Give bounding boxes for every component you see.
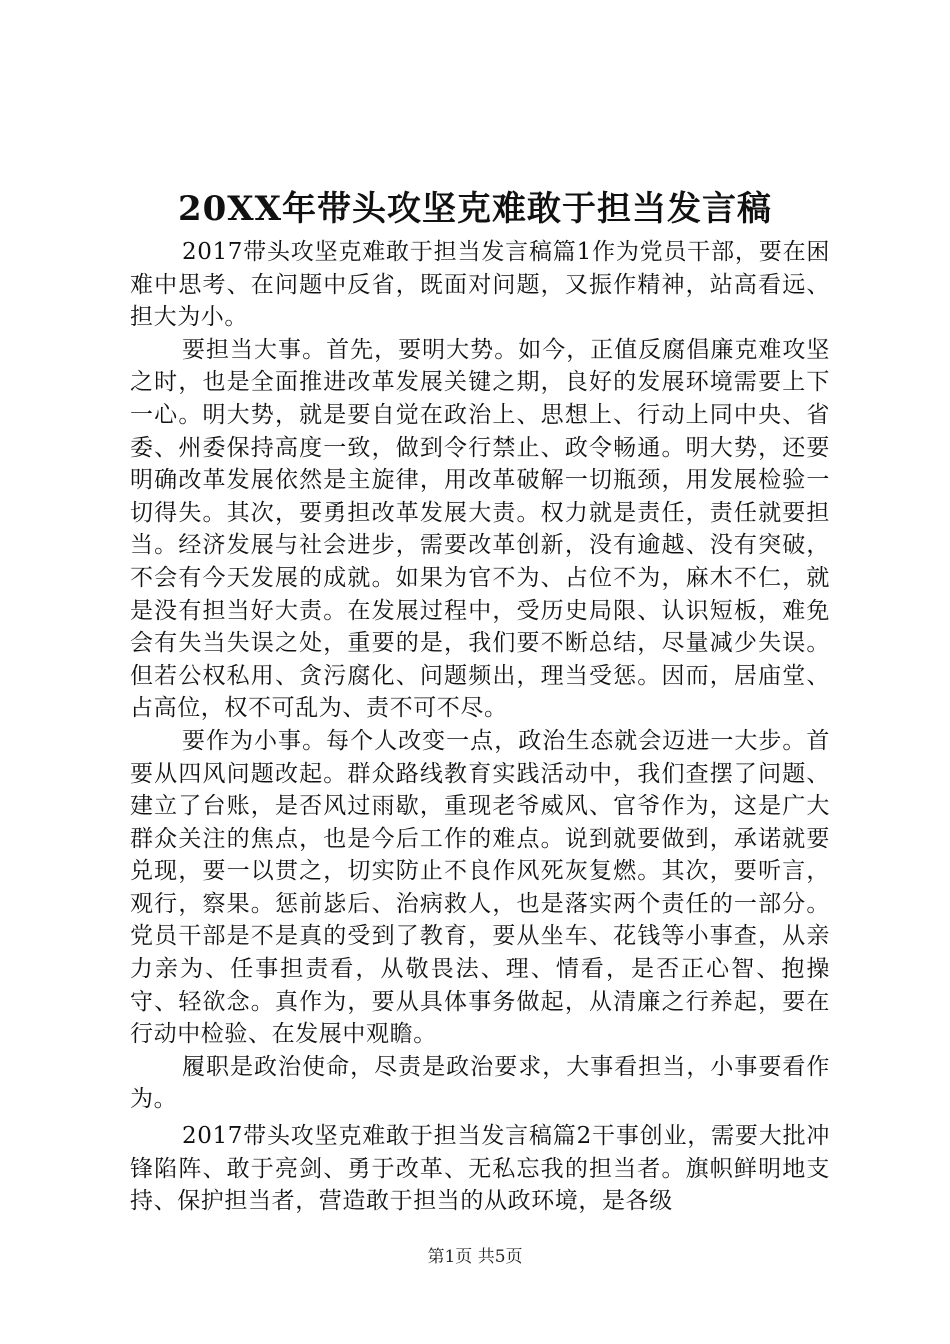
document-title: 20XX年带头攻坚克难敢于担当发言稿 xyxy=(177,189,773,229)
paragraph-4: 履职是政治使命，尽责是政治要求，大事看担当，小事要看作为。 xyxy=(130,1053,830,1113)
page-footer: 第1页 共5页 xyxy=(427,1247,523,1267)
paragraph-3: 要作为小事。每个人改变一点，政治生态就会迈进一大步。首要从四风问题改起。群众路线教育实践活动中，我们查摆了问题、建立了台账，是否风过雨歇，重现老爷威风、官爷作为，这是广大群众关注的焦点，也是今后工作的难点。说到就要做到，承诺就要兑现，要一以贯之，切实防止不良作风死灰复燃。其次，要听言，观行，察果。惩前毖后、治病救人，也是落实两个责任的一部分。党员干部是不是真的受到了教育，要从坐车、花钱等小事查，从亲力亲为、任事担责看，从敬畏法、理、情看，是否正心智、抱操守、轻欲念。真作为，要从具体事务做起，从清廉之行养起，要在行动中检验、在发展中观瞻。 xyxy=(130,727,830,1048)
paragraph-2: 要担当大事。首先，要明大势。如今，正值反腐倡廉克难攻坚之时，也是全面推进改革发展关键之期，良好的发展环境需要上下一心。明大势，就是要自觉在政治上、思想上、行动上同中央、省委、州委保持高度一致，做到令行禁止、政令畅通。明大势，还要明确改革发展依然是主旋律，用改革破解一切瓶颈，用发展检验一切得失。其次，要勇担改革发展大责。权力就是责任，责任就要担当。经济发展与社会进步，需要改革创新，没有逾越、没有突破，不会有今天发展的成就。如果为官不为、占位不为，麻木不仁，就是没有担当好大责。在发展过程中，受历史局限、认识短板，难免会有失当失误之处，重要的是，我们要不断总结，尽量减少失误。但若公权私用、贪污腐化、问题频出，理当受惩。因而，居庙堂、占高位，权不可乱为、责不可不尽。 xyxy=(130,336,830,722)
paragraph-1: 2017带头攻坚克难敢于担当发言稿篇1作为党员干部，要在困难中思考、在问题中反省，既面对问题，又振作精神，站高看远、担大为小。 xyxy=(130,239,830,331)
document-body xyxy=(130,236,830,1218)
paragraph-5: 2017带头攻坚克难敢于担当发言稿篇2干事创业，需要大批冲锋陷阵、敢于亮剑、勇于改革、无私忘我的担当者。旗帜鲜明地支持、保护担当者，营造敢于担当的从政环境，是各级 xyxy=(130,1123,830,1215)
